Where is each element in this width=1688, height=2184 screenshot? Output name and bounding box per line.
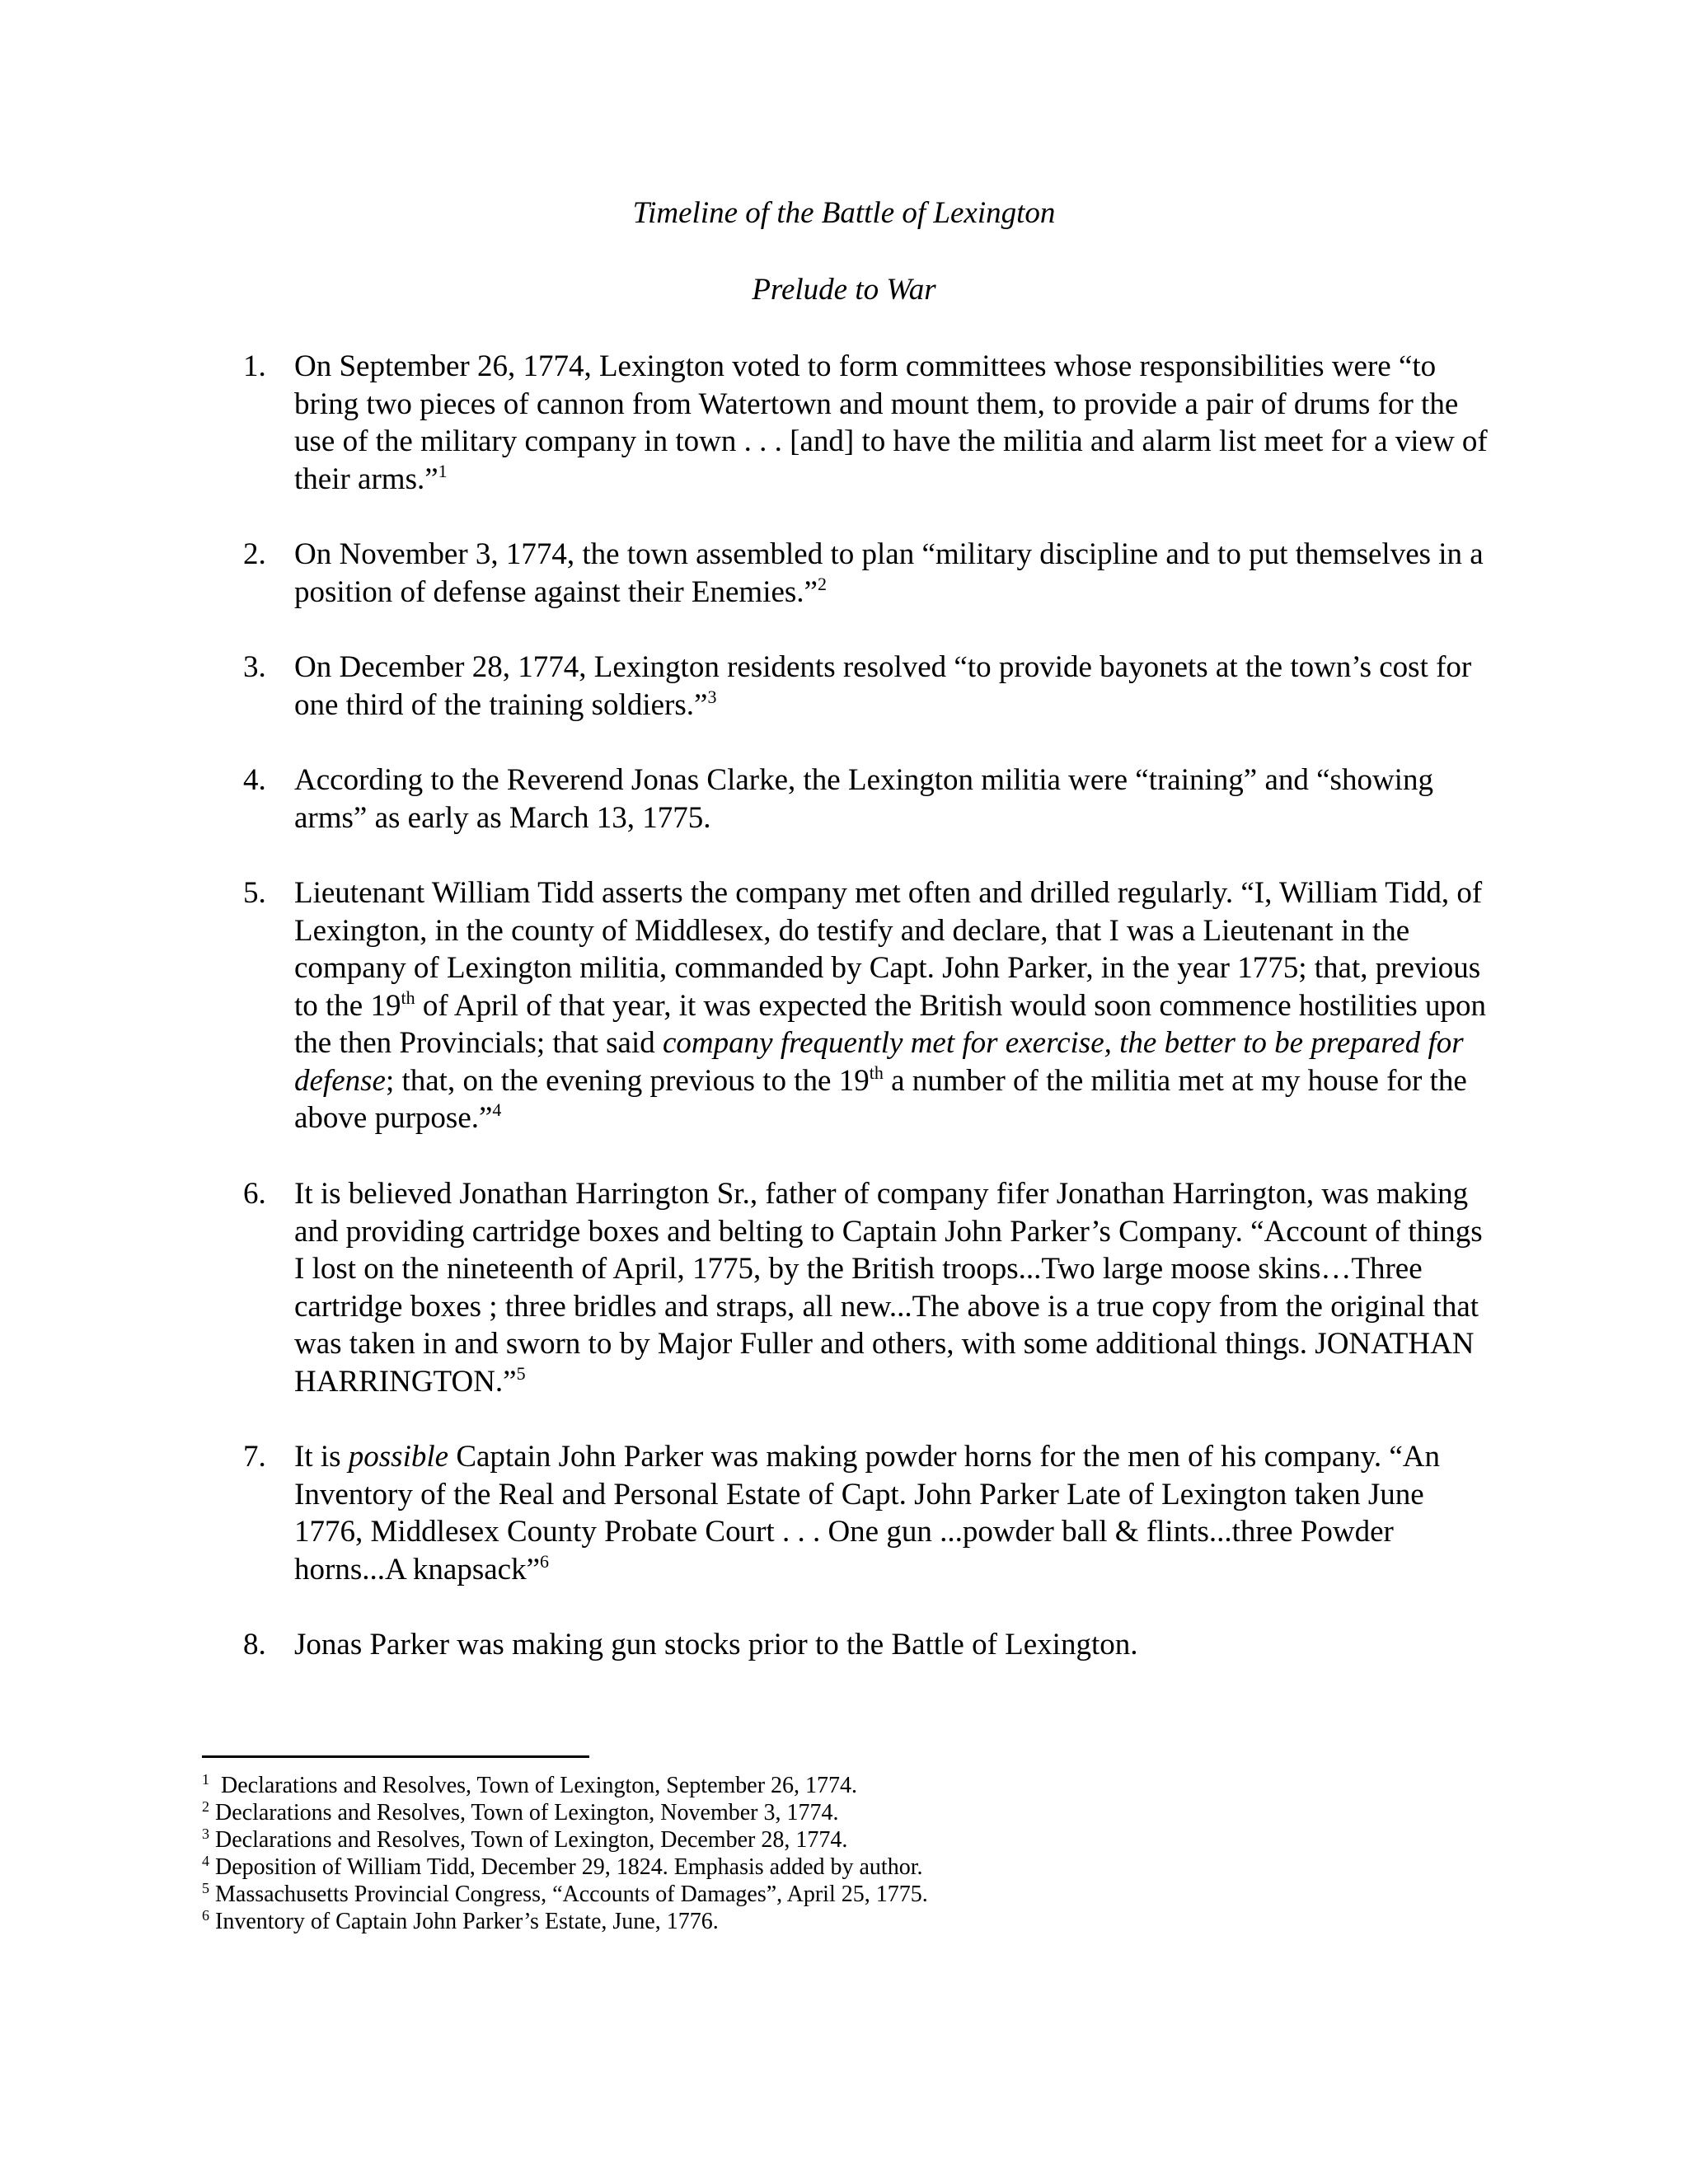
item-number: 4. <box>243 763 266 797</box>
footnote-ref: 4 <box>492 1099 502 1120</box>
footnote-mark: 2 <box>202 1798 209 1815</box>
footnote-text: Declarations and Resolves, Town of Lexington, September 26, 1774. <box>209 1773 858 1798</box>
footnotes <box>202 1772 1521 1935</box>
timeline-item <box>202 649 1488 724</box>
footnote-text: Deposition of William Tidd, December 29, 1824. Emphasis added by author. <box>209 1854 923 1880</box>
item-text: of April of that year, it was expected the British would soon commence hostilities upon the then Provincials; that said <box>294 988 1487 1060</box>
footnote-text: Declarations and Resolves, Town of Lexington, December 28, 1774. <box>209 1827 848 1853</box>
footnote-ref: 2 <box>817 573 827 594</box>
item-text: On September 26, 1774, Lexington voted to form committees whose responsibilities were “to bring two pieces of cannon from Watertown and mount them, to provide a pair of drums for the use of the military company in town . . . [and] to have the militia and alarm list meet for a view of their arms.” <box>294 349 1488 496</box>
footnote <box>202 1799 1521 1826</box>
item-text: It is <box>294 1440 349 1474</box>
footnote-mark: 6 <box>202 1907 209 1924</box>
timeline-list <box>202 348 1488 1664</box>
timeline-item <box>202 348 1488 498</box>
footnote-mark: 3 <box>202 1825 209 1842</box>
timeline-item <box>202 536 1488 611</box>
item-text: Jonas Parker was making gun stocks prior to the Battle of Lexington. <box>294 1628 1138 1661</box>
footnote <box>202 1826 1521 1854</box>
item-number: 3. <box>243 650 266 684</box>
item-text: On November 3, 1774, the town assembled to plan “military discipline and to put themselves in a position of defense against their Enemies.” <box>294 537 1484 609</box>
item-text: On December 28, 1774, Lexington residents resolved “to provide bayonets at the town’s cost for one third of the training soldiers.” <box>294 650 1472 722</box>
item-text: ; that, on the evening previous to the 19 <box>385 1063 870 1098</box>
footnote-mark: 4 <box>202 1853 209 1869</box>
footnote-ref: 1 <box>438 460 448 481</box>
footnote <box>202 1881 1521 1908</box>
footnote-separator <box>202 1755 589 1758</box>
footnote-mark: 1 <box>202 1771 209 1788</box>
footnote <box>202 1908 1521 1935</box>
superscript: th <box>401 987 415 1008</box>
footnote-ref: 6 <box>540 1550 549 1572</box>
section-title: Prelude to War <box>752 273 936 307</box>
item-text: According to the Reverend Jonas Clarke, the Lexington militia were “training” and “showing arms” as early as March 13, 1775. <box>294 763 1433 835</box>
item-number: 1. <box>243 349 266 383</box>
item-number: 5. <box>243 876 266 910</box>
item-text: Lieutenant William Tidd asserts the company met often and drilled regularly. “I, William Tidd, of Lexington, in the county of Middlesex, do testify and declare, that I was a Lieutenant in the company of Lexington militia, commanded by Capt. John Parker, in the year 1775; that, previous to the 19 <box>294 876 1483 1023</box>
footnote-mark: 5 <box>202 1880 209 1896</box>
item-number: 8. <box>243 1628 266 1661</box>
timeline-item <box>202 1626 1488 1664</box>
timeline-item <box>202 1438 1488 1588</box>
timeline-item <box>202 1175 1488 1400</box>
item-number: 7. <box>243 1440 266 1474</box>
item-text: a number of the militia met at my house for the above purpose.” <box>294 1063 1467 1135</box>
footnote-text: Declarations and Resolves, Town of Lexington, November 3, 1774. <box>209 1800 839 1825</box>
emphasis-text: possible <box>348 1440 449 1474</box>
item-text: Captain John Parker was making powder horns for the men of his company. “An Inventory of the Real and Personal Estate of Capt. John Parker Late of Lexington taken June 1776, Middlesex County Probate Court . . . One gun ...powder ball & flints...three Powder horns...A knapsack” <box>294 1440 1440 1586</box>
timeline-item <box>202 762 1488 837</box>
footnote <box>202 1854 1521 1881</box>
superscript: th <box>869 1062 884 1083</box>
item-text: It is believed Jonathan Harrington Sr., father of company fifer Jonathan Harrington, was making and providing cartridge boxes and belting to Captain John Parker’s Company. “Account of things I lost on the nineteenth of April, 1775, by the British troops...Two large moose skins…Three cartridge boxes ; three bridles and straps, all new...The above is a true copy from the original that was taken in and sworn to by Major Fuller and others, with some additional things. JONATHAN HARRINGTON.” <box>294 1177 1483 1399</box>
footnote-text: Massachusetts Provincial Congress, “Accounts of Damages”, April 25, 1775. <box>209 1882 928 1907</box>
emphasis-text: company frequently met for exercise, the better to be prepared for defense <box>294 1026 1464 1098</box>
footnote <box>202 1772 1521 1799</box>
item-number: 2. <box>243 537 266 571</box>
footnote-text: Inventory of Captain John Parker’s Estate, June, 1776. <box>209 1909 719 1934</box>
footnote-ref: 5 <box>516 1362 526 1384</box>
document-title: Timeline of the Battle of Lexington <box>632 196 1056 230</box>
footnote-ref: 3 <box>707 686 717 707</box>
timeline-item <box>202 874 1488 1137</box>
item-number: 6. <box>243 1177 266 1211</box>
